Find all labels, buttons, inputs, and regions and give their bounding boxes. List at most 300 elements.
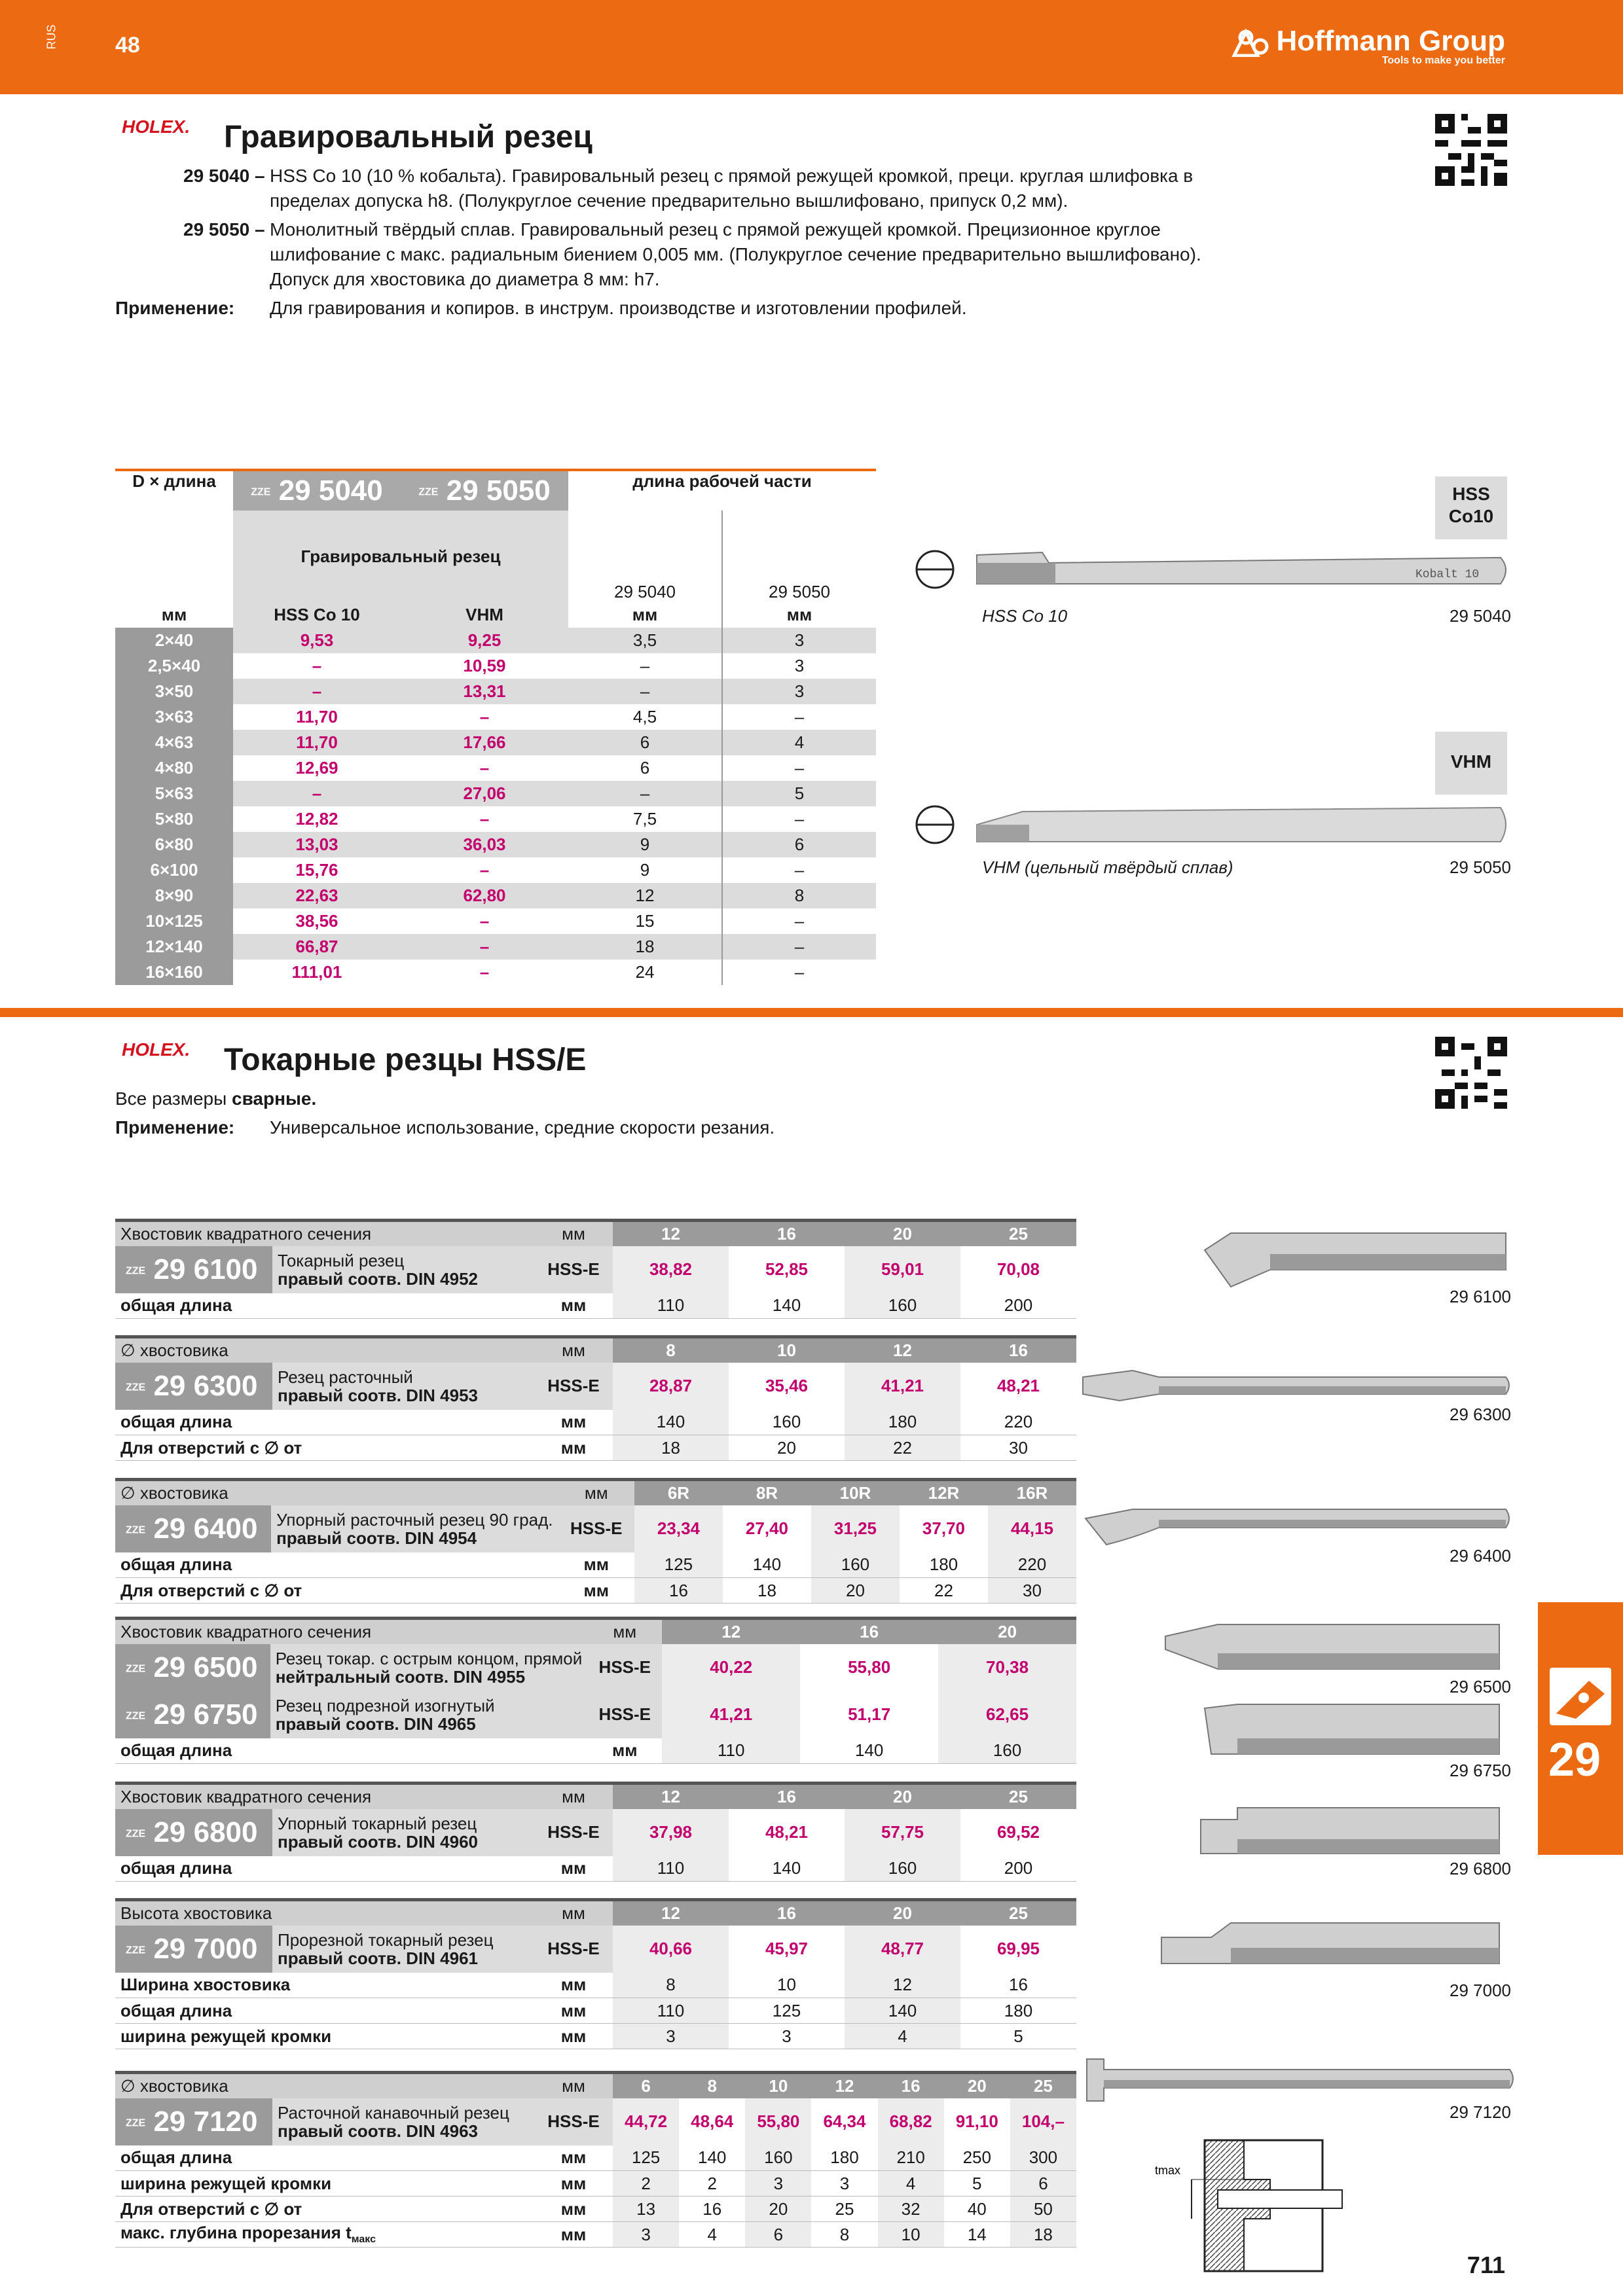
table-row bbox=[115, 857, 876, 883]
product-block-297120 bbox=[115, 2071, 1076, 2248]
item2-code: 29 5050 – bbox=[183, 219, 265, 240]
header-label: ∅ хвостовика bbox=[115, 1480, 558, 1505]
table-row bbox=[115, 755, 876, 781]
caption-296300: 29 6300 bbox=[1450, 1405, 1511, 1424]
table-cell: – bbox=[568, 781, 722, 806]
product-block-296300 bbox=[115, 1335, 1076, 1461]
engraving-table bbox=[115, 469, 876, 985]
price: 104,– bbox=[1010, 2098, 1076, 2145]
spec-value: 22 bbox=[845, 1435, 960, 1461]
price: 35,46 bbox=[729, 1363, 845, 1410]
table-cell: – bbox=[401, 934, 568, 960]
price: 64,34 bbox=[811, 2098, 877, 2145]
badge-hss-co10: HSS Co10 bbox=[1435, 476, 1507, 539]
spec-label: Для отверстий с ∅ от bbox=[115, 1435, 534, 1461]
size-col: 12 bbox=[845, 1337, 960, 1363]
table-cell: – bbox=[401, 755, 568, 781]
size-col: 25 bbox=[960, 1784, 1076, 1809]
price: 48,21 bbox=[960, 1363, 1076, 1410]
spec-value: 180 bbox=[845, 1410, 960, 1435]
table-cell: 22,63 bbox=[233, 883, 401, 908]
tool-296800-image bbox=[1198, 1806, 1512, 1859]
size-col: 8 bbox=[613, 1337, 729, 1363]
header-row bbox=[115, 1900, 1076, 1926]
table-row bbox=[115, 704, 876, 730]
spec-row bbox=[115, 1973, 1076, 1998]
price: 27,40 bbox=[723, 1505, 811, 1552]
header-row bbox=[115, 1337, 1076, 1363]
table-cell: – bbox=[722, 806, 876, 832]
spec-value: 10 bbox=[878, 2222, 944, 2248]
spec-value: 4 bbox=[878, 2171, 944, 2197]
unit: мм bbox=[587, 1619, 662, 1644]
header-row bbox=[115, 1784, 1076, 1809]
table-cell: – bbox=[722, 857, 876, 883]
unit: мм bbox=[534, 1337, 613, 1363]
product-row bbox=[115, 2098, 1076, 2145]
tool-297120-image bbox=[1084, 2055, 1516, 2108]
spec-value: 40 bbox=[944, 2197, 1010, 2222]
unit: мм bbox=[534, 1293, 613, 1319]
qr-code-icon bbox=[1435, 114, 1507, 186]
product-row bbox=[115, 1644, 1076, 1691]
brand-name: Hoffmann Group bbox=[1276, 25, 1505, 57]
spec-value: 125 bbox=[729, 1998, 845, 2024]
table-cell: – bbox=[233, 653, 401, 679]
table-cell: 3,5 bbox=[568, 628, 722, 653]
article-code: ZZE 29 6500 bbox=[115, 1644, 270, 1691]
product-row bbox=[115, 1926, 1076, 1973]
spec-value: 3 bbox=[613, 2024, 729, 2049]
product-row bbox=[115, 1246, 1076, 1293]
price: 62,65 bbox=[938, 1691, 1076, 1738]
spec-row bbox=[115, 1293, 1076, 1319]
table-cell: 2×40 bbox=[115, 628, 233, 653]
table-cell: 12,69 bbox=[233, 755, 401, 781]
price: 44,15 bbox=[988, 1505, 1076, 1552]
application-label: Применение: bbox=[115, 298, 235, 318]
table-row bbox=[115, 908, 876, 934]
product-block-296100 bbox=[115, 1219, 1076, 1319]
size-col: 20 bbox=[944, 2073, 1010, 2098]
product-name: Резец токар. с острым концом, прямой нейтральный соотв. DIN 4955 bbox=[270, 1644, 588, 1691]
table-cell: 16×160 bbox=[115, 960, 233, 985]
table-cell: 4×80 bbox=[115, 755, 233, 781]
table-cell: 13,31 bbox=[401, 679, 568, 704]
article-code: ZZE 29 6400 bbox=[115, 1505, 271, 1552]
spec-row bbox=[115, 2222, 1076, 2248]
table-cell: 15 bbox=[568, 908, 722, 934]
size-col: 8 bbox=[679, 2073, 745, 2098]
spec-value: 110 bbox=[613, 1293, 729, 1319]
table-cell: 6 bbox=[722, 832, 876, 857]
product-name: Прорезной токарный резец правый соотв. DIN 4961 bbox=[272, 1926, 534, 1973]
spec-label: общая длина bbox=[115, 1856, 534, 1882]
holex-logo: HOLEX. bbox=[122, 117, 191, 137]
article-code: ZZE 29 6300 bbox=[115, 1363, 272, 1410]
size-col: 10R bbox=[811, 1480, 900, 1505]
product-block-296800 bbox=[115, 1782, 1076, 1882]
table-cell: – bbox=[568, 679, 722, 704]
product-name: Резец подрезной изогнутый правый соотв. DIN 4965 bbox=[270, 1691, 588, 1738]
article-code: ZZE 29 7120 bbox=[115, 2098, 272, 2145]
spec-value: 200 bbox=[960, 1293, 1076, 1319]
spec-label: ширина режущей кромки bbox=[115, 2024, 534, 2049]
spec-value: 18 bbox=[1010, 2222, 1076, 2248]
spec-row bbox=[115, 2145, 1076, 2171]
price: 70,08 bbox=[960, 1246, 1076, 1293]
table-cell: 3 bbox=[722, 679, 876, 704]
spec-value: 3 bbox=[729, 2024, 845, 2049]
price: 23,34 bbox=[634, 1505, 723, 1552]
table-cell: 9,25 bbox=[401, 628, 568, 653]
spec-label: Для отверстий с ∅ от bbox=[115, 2197, 534, 2222]
article-code: ZZE 29 6750 bbox=[115, 1691, 270, 1738]
spec-row bbox=[115, 2171, 1076, 2197]
chapter-number: 29 bbox=[1548, 1734, 1601, 1786]
price: 40,66 bbox=[613, 1926, 729, 1973]
spec-value: 2 bbox=[613, 2171, 679, 2197]
spec-value: 30 bbox=[988, 1578, 1076, 1604]
size-col: 16 bbox=[960, 1337, 1076, 1363]
section-divider bbox=[0, 1008, 1623, 1017]
price: 41,21 bbox=[662, 1691, 800, 1738]
material: HSS-E bbox=[534, 1926, 613, 1973]
size-col: 8R bbox=[723, 1480, 811, 1505]
spec-value: 8 bbox=[811, 2222, 877, 2248]
unit: мм bbox=[534, 2024, 613, 2049]
price: 41,21 bbox=[845, 1363, 960, 1410]
product-row bbox=[115, 1363, 1076, 1410]
col-work-length: длина рабочей части bbox=[632, 471, 812, 491]
spec-value: 30 bbox=[960, 1435, 1076, 1461]
product-name: Резец расточный правый соотв. DIN 4953 bbox=[272, 1363, 534, 1410]
product-row bbox=[115, 1809, 1076, 1856]
table-cell: 36,03 bbox=[401, 832, 568, 857]
spec-value: 14 bbox=[944, 2222, 1010, 2248]
spec-value: 2 bbox=[679, 2171, 745, 2197]
section-title-engraving: Гравировальный резец bbox=[224, 120, 593, 154]
qr-code-icon-2 bbox=[1435, 1037, 1507, 1109]
price: 37,70 bbox=[900, 1505, 988, 1552]
price: 70,38 bbox=[938, 1644, 1076, 1691]
table-cell: 12 bbox=[568, 883, 722, 908]
spec-value: 250 bbox=[944, 2145, 1010, 2171]
spec-row bbox=[115, 1552, 1076, 1578]
table-row bbox=[115, 934, 876, 960]
table-cell: – bbox=[401, 857, 568, 883]
table-cell: 5×63 bbox=[115, 781, 233, 806]
spec-value: 12 bbox=[845, 1973, 960, 1998]
spec-value: 210 bbox=[878, 2145, 944, 2171]
unit: мм bbox=[534, 1856, 613, 1882]
spec-value: 220 bbox=[960, 1410, 1076, 1435]
table-cell: 17,66 bbox=[401, 730, 568, 755]
spec-row bbox=[115, 1998, 1076, 2024]
table-cell: 8 bbox=[722, 883, 876, 908]
material: HSS-E bbox=[558, 1505, 634, 1552]
spec-value: 16 bbox=[634, 1578, 723, 1604]
material: HSS-E bbox=[534, 1809, 613, 1856]
spec-value: 180 bbox=[811, 2145, 877, 2171]
spec-value: 6 bbox=[1010, 2171, 1076, 2197]
caption-296500: 29 6500 bbox=[1450, 1677, 1511, 1696]
spec-value: 160 bbox=[845, 1856, 960, 1882]
material-vhm: VHM bbox=[401, 602, 568, 628]
table-cell: 11,70 bbox=[233, 730, 401, 755]
spec-value: 140 bbox=[723, 1552, 811, 1578]
table-cell: – bbox=[401, 960, 568, 985]
table-cell: 6×80 bbox=[115, 832, 233, 857]
table-cell: – bbox=[401, 908, 568, 934]
chapter-tab bbox=[1538, 1602, 1623, 1855]
price: 48,21 bbox=[729, 1809, 845, 1856]
unit: мм bbox=[534, 1784, 613, 1809]
size-col: 16 bbox=[729, 1221, 845, 1246]
table-cell: – bbox=[722, 960, 876, 985]
table-cell: 9 bbox=[568, 832, 722, 857]
table-row bbox=[115, 781, 876, 806]
table-cell: 3 bbox=[722, 628, 876, 653]
application-text: Для гравирования и копиров. в инструм. производстве и изготовлении профилей. bbox=[270, 298, 967, 318]
spec-value: 18 bbox=[613, 1435, 729, 1461]
table-cell: 5 bbox=[722, 781, 876, 806]
unit: мм bbox=[534, 1973, 613, 1998]
spec-value: 110 bbox=[613, 1856, 729, 1882]
price: 57,75 bbox=[845, 1809, 960, 1856]
price: 55,80 bbox=[745, 2098, 811, 2145]
spec-label: общая длина bbox=[115, 1998, 534, 2024]
spec-value: 20 bbox=[729, 1435, 845, 1461]
table-cell: – bbox=[722, 934, 876, 960]
unit: мм bbox=[534, 2171, 613, 2197]
spec-value: 220 bbox=[988, 1552, 1076, 1578]
spec-row bbox=[115, 1578, 1076, 1604]
unit-mm: мм bbox=[568, 602, 722, 628]
price: 28,87 bbox=[613, 1363, 729, 1410]
price: 31,25 bbox=[811, 1505, 900, 1552]
size-col: 12 bbox=[811, 2073, 877, 2098]
header-label: Хвостовик квадратного сечения bbox=[115, 1784, 534, 1809]
spec-value: 160 bbox=[745, 2145, 811, 2171]
table-cell: 38,56 bbox=[233, 908, 401, 934]
spec-value: 6 bbox=[745, 2222, 811, 2248]
price: 91,10 bbox=[944, 2098, 1010, 2145]
product-name: Упорный токарный резец правый соотв. DIN 4960 bbox=[272, 1809, 534, 1856]
spec-label: Ширина хвостовика bbox=[115, 1973, 534, 1998]
material: HSS-E bbox=[587, 1691, 662, 1738]
unit: мм bbox=[587, 1738, 662, 1764]
size-col: 6 bbox=[613, 2073, 679, 2098]
size-col: 25 bbox=[1010, 2073, 1076, 2098]
size-col: 12 bbox=[613, 1784, 729, 1809]
unit: мм bbox=[534, 1900, 613, 1926]
header-row bbox=[115, 1480, 1076, 1505]
engraving-tool-vhm-image bbox=[911, 798, 1514, 851]
size-col: 25 bbox=[960, 1900, 1076, 1926]
spec-value: 160 bbox=[938, 1738, 1076, 1764]
table-cell: – bbox=[233, 679, 401, 704]
caption-296100: 29 6100 bbox=[1450, 1287, 1511, 1306]
spec-value: 125 bbox=[634, 1552, 723, 1578]
spec-value: 20 bbox=[811, 1578, 900, 1604]
unit: мм bbox=[534, 2073, 613, 2098]
section-title-turning: Токарные резцы HSS/E bbox=[224, 1043, 587, 1077]
caption-296750: 29 6750 bbox=[1450, 1761, 1511, 1780]
header-label: Хвостовик квадратного сечения bbox=[115, 1619, 587, 1644]
product-name: Токарный резец правый соотв. DIN 4952 bbox=[272, 1246, 534, 1293]
spec-value: 3 bbox=[811, 2171, 877, 2197]
size-col: 16 bbox=[729, 1784, 845, 1809]
spec-value: 140 bbox=[679, 2145, 745, 2171]
page-number-left: 48 bbox=[115, 33, 140, 58]
table-cell: 27,06 bbox=[401, 781, 568, 806]
material: HSS-E bbox=[534, 1246, 613, 1293]
price: 44,72 bbox=[613, 2098, 679, 2145]
size-col: 12 bbox=[613, 1221, 729, 1246]
spec-value: 140 bbox=[845, 1998, 960, 2024]
item2-description: Монолитный твёрдый сплав. Гравировальный резец с прямой режущей кромкой. Прецизионное круглое шлифование с макс. радиальным биением 0,005 мм. (Полукруглое сечение предварительно вышлифовано). Допуск для хвостовика до диаметра 8 мм: h7. bbox=[270, 219, 1201, 289]
article-code: ZZE 29 7000 bbox=[115, 1926, 272, 1973]
spec-value: 4 bbox=[679, 2222, 745, 2248]
table-cell: 3 bbox=[722, 653, 876, 679]
spec-label: общая длина bbox=[115, 1552, 558, 1578]
header-label: Высота хвостовика bbox=[115, 1900, 534, 1926]
unit: мм bbox=[534, 1998, 613, 2024]
turning-insert-icon bbox=[1550, 1668, 1611, 1725]
spec-value: 110 bbox=[662, 1738, 800, 1764]
caption-296400: 29 6400 bbox=[1450, 1546, 1511, 1566]
spec-value: 8 bbox=[613, 1973, 729, 1998]
price: 48,64 bbox=[679, 2098, 745, 2145]
material-hss: HSS Co 10 bbox=[233, 602, 401, 628]
product-block-296400 bbox=[115, 1478, 1076, 1604]
spec-label: общая длина bbox=[115, 1410, 534, 1435]
spec-value: 16 bbox=[679, 2197, 745, 2222]
unit: мм bbox=[534, 2197, 613, 2222]
table-cell: 6×100 bbox=[115, 857, 233, 883]
tool-296500-image bbox=[1159, 1623, 1512, 1676]
spec-value: 140 bbox=[729, 1856, 845, 1882]
table-cell: 10×125 bbox=[115, 908, 233, 934]
size-col: 16R bbox=[988, 1480, 1076, 1505]
table-row bbox=[115, 679, 876, 704]
item1-description: HSS Co 10 (10 % кобальта). Гравировальный резец с прямой режущей кромкой, преци. круглая шлифовка в пределах допуска h8. (Полукруглое сечение предварительно вышлифовано, припуск 0,2 мм). bbox=[270, 166, 1194, 211]
col-d-length: D × длина bbox=[132, 471, 216, 491]
table-cell: 24 bbox=[568, 960, 722, 985]
unit: мм bbox=[534, 2145, 613, 2171]
caption-297000: 29 7000 bbox=[1450, 1981, 1511, 2000]
table-cell: 2,5×40 bbox=[115, 653, 233, 679]
table-cell: – bbox=[401, 704, 568, 730]
header-label: ∅ хвостовика bbox=[115, 1337, 534, 1363]
size-col: 16 bbox=[800, 1619, 938, 1644]
tool-296100-image bbox=[1192, 1230, 1519, 1289]
spec-value: 140 bbox=[613, 1410, 729, 1435]
product-name: Упорный расточный резец 90 град. правый соотв. DIN 4954 bbox=[271, 1505, 558, 1552]
application-label-2: Применение: bbox=[115, 1117, 235, 1138]
spec-value: 50 bbox=[1010, 2197, 1076, 2222]
spec-row bbox=[115, 2197, 1076, 2222]
table-cell: 3×63 bbox=[115, 704, 233, 730]
engraving-tool-hss-image bbox=[911, 543, 1514, 596]
table-cell: 18 bbox=[568, 934, 722, 960]
spec-value: 180 bbox=[900, 1552, 988, 1578]
size-col: 20 bbox=[845, 1900, 960, 1926]
size-col: 12 bbox=[662, 1619, 800, 1644]
price: 37,98 bbox=[613, 1809, 729, 1856]
spec-value: 16 bbox=[960, 1973, 1076, 1998]
material: HSS-E bbox=[534, 2098, 613, 2145]
unit: мм bbox=[534, 1435, 613, 1461]
table-cell: 66,87 bbox=[233, 934, 401, 960]
header-label: ∅ хвостовика bbox=[115, 2073, 534, 2098]
table-cell: 13,03 bbox=[233, 832, 401, 857]
spec-label: общая длина bbox=[115, 1738, 587, 1764]
spec-value: 3 bbox=[745, 2171, 811, 2197]
spec-label: макс. глубина прорезания $t_{макс}$ bbox=[115, 2222, 534, 2248]
tool-296750-image bbox=[1198, 1702, 1512, 1761]
spec-value: 125 bbox=[613, 2145, 679, 2171]
spec-value: 22 bbox=[900, 1578, 988, 1604]
unit: мм bbox=[558, 1552, 634, 1578]
size-col: 20 bbox=[845, 1221, 960, 1246]
table-cell: 4,5 bbox=[568, 704, 722, 730]
table-cell: 4 bbox=[722, 730, 876, 755]
size-col: 12 bbox=[613, 1900, 729, 1926]
spec-value: 18 bbox=[723, 1578, 811, 1604]
product-row bbox=[115, 1505, 1076, 1552]
table-cell: 3×50 bbox=[115, 679, 233, 704]
table-row bbox=[115, 806, 876, 832]
spec-value: 140 bbox=[729, 1293, 845, 1319]
table-cell: – bbox=[722, 704, 876, 730]
spec-value: 300 bbox=[1010, 2145, 1076, 2171]
spec-value: 10 bbox=[729, 1973, 845, 1998]
product-row bbox=[115, 1691, 1076, 1738]
tmax-label: tmax bbox=[1155, 2164, 1181, 2177]
price: 68,82 bbox=[878, 2098, 944, 2145]
wl-col-29-5050: 29 5050 bbox=[769, 582, 830, 601]
table-cell: – bbox=[401, 806, 568, 832]
tool-296300-image bbox=[1080, 1361, 1512, 1407]
size-col: 10 bbox=[745, 2073, 811, 2098]
product-block-297000 bbox=[115, 1898, 1076, 2049]
size-col: 10 bbox=[729, 1337, 845, 1363]
table-cell: 111,01 bbox=[233, 960, 401, 985]
table-row bbox=[115, 883, 876, 908]
unit: мм bbox=[558, 1480, 634, 1505]
unit: мм bbox=[534, 1410, 613, 1435]
price: 52,85 bbox=[729, 1246, 845, 1293]
table-cell: 12×140 bbox=[115, 934, 233, 960]
spec-row bbox=[115, 1410, 1076, 1435]
article-code: ZZE 29 6100 bbox=[115, 1246, 272, 1293]
table-cell: 6 bbox=[568, 730, 722, 755]
spec-value: 32 bbox=[878, 2197, 944, 2222]
application-text-2: Универсальное использование, средние скорости резания. bbox=[270, 1117, 775, 1138]
table-row bbox=[115, 832, 876, 857]
price: 48,77 bbox=[845, 1926, 960, 1973]
table-cell: 7,5 bbox=[568, 806, 722, 832]
table-row bbox=[115, 628, 876, 653]
spec-value: 160 bbox=[729, 1410, 845, 1435]
table-cell: 8×90 bbox=[115, 883, 233, 908]
product-block-296500 bbox=[115, 1617, 1076, 1764]
spec-row bbox=[115, 1856, 1076, 1882]
spec-row bbox=[115, 1738, 1076, 1764]
size-col: 20 bbox=[938, 1619, 1076, 1644]
